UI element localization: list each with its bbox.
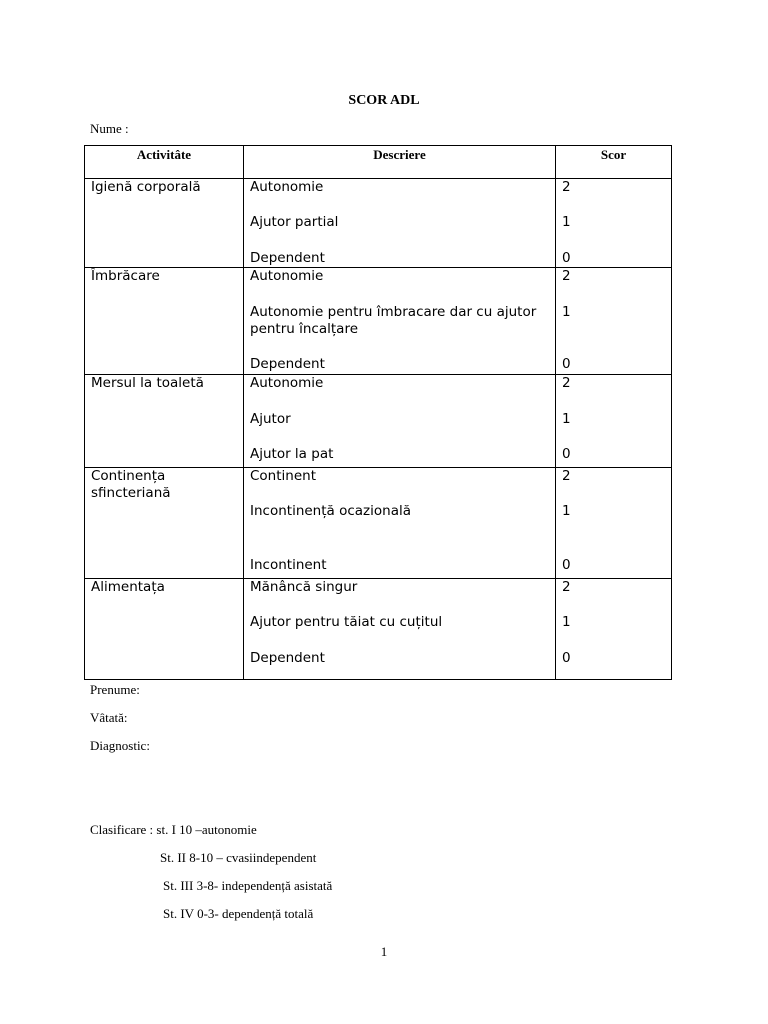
- score-cell: [556, 468, 672, 579]
- score-value: 2: [562, 468, 571, 484]
- description-cell: [244, 179, 556, 268]
- document-title: SCOR ADL: [348, 93, 420, 108]
- description-cell: [244, 268, 556, 375]
- description-option: Autonomie: [250, 268, 324, 284]
- description-cell: [244, 579, 556, 680]
- score-value: 0: [562, 446, 571, 462]
- classification-line: St. II 8-10 – cvasiindependent: [160, 850, 317, 865]
- description-option: Autonomie: [250, 375, 324, 391]
- classification-line: St. III 3-8- independență asistată: [163, 878, 333, 893]
- classification-line: St. IV 0-3- dependență totală: [163, 906, 314, 921]
- score-value: 2: [562, 268, 571, 284]
- description-option: Incontinent: [250, 557, 327, 573]
- description-cell: [244, 375, 556, 468]
- score-cell: [556, 179, 672, 268]
- score-value: 2: [562, 375, 571, 391]
- activity-cell: Continența sfincteriană: [85, 468, 244, 579]
- score-value: 2: [562, 579, 571, 595]
- score-value: 0: [562, 650, 571, 666]
- table-row: [85, 579, 672, 680]
- table-row: [85, 468, 672, 579]
- description-option: Dependent: [250, 356, 325, 372]
- score-cell: [556, 268, 672, 375]
- header-activitate: Activitâte: [85, 146, 244, 179]
- activity-cell: Îmbrăcare: [85, 268, 244, 375]
- description-cell: [244, 468, 556, 579]
- score-value: 0: [562, 557, 571, 573]
- description-option: Dependent: [250, 650, 325, 666]
- description-option: Autonomie: [250, 179, 324, 195]
- varsta-label: Vâtată:: [90, 710, 128, 725]
- activity-cell: Alimentața: [85, 579, 244, 680]
- prenume-label: Prenume:: [90, 682, 140, 697]
- description-option: Autonomie pentru îmbracare dar cu ajutor pentru încalțare: [250, 304, 537, 337]
- score-value: 1: [562, 214, 571, 230]
- description-option: Ajutor pentru tăiat cu cuțitul: [250, 614, 443, 630]
- score-value: 1: [562, 614, 571, 630]
- score-cell: [556, 579, 672, 680]
- table-header-row: [85, 146, 672, 179]
- page-number: 1: [380, 944, 388, 959]
- score-value: 1: [562, 304, 571, 320]
- description-option: Continent: [250, 468, 316, 484]
- score-value: 1: [562, 503, 571, 519]
- description-option: Ajutor la pat: [250, 446, 334, 462]
- score-value: 0: [562, 356, 571, 372]
- table-row: [85, 179, 672, 268]
- adl-score-table: [84, 145, 672, 680]
- header-scor: Scor: [556, 146, 672, 179]
- description-option: Ajutor partial: [250, 214, 339, 230]
- nume-label: Nume :: [90, 121, 129, 136]
- activity-cell: Igienă corporală: [85, 179, 244, 268]
- classification-line: Clasificare : st. I 10 –autonomie: [90, 822, 257, 837]
- score-value: 2: [562, 179, 571, 195]
- table-row: [85, 268, 672, 375]
- score-value: 1: [562, 411, 571, 427]
- description-option: Incontinență ocazională: [250, 503, 411, 519]
- score-value: 0: [562, 250, 571, 266]
- header-descriere: Descriere: [244, 146, 556, 179]
- activity-cell: Mersul la toaletă: [85, 375, 244, 468]
- score-cell: [556, 375, 672, 468]
- table-row: [85, 375, 672, 468]
- description-option: Dependent: [250, 250, 325, 266]
- diagnostic-label: Diagnostic:: [90, 738, 150, 753]
- description-option: Mănâncă singur: [250, 579, 358, 595]
- description-option: Ajutor: [250, 411, 291, 427]
